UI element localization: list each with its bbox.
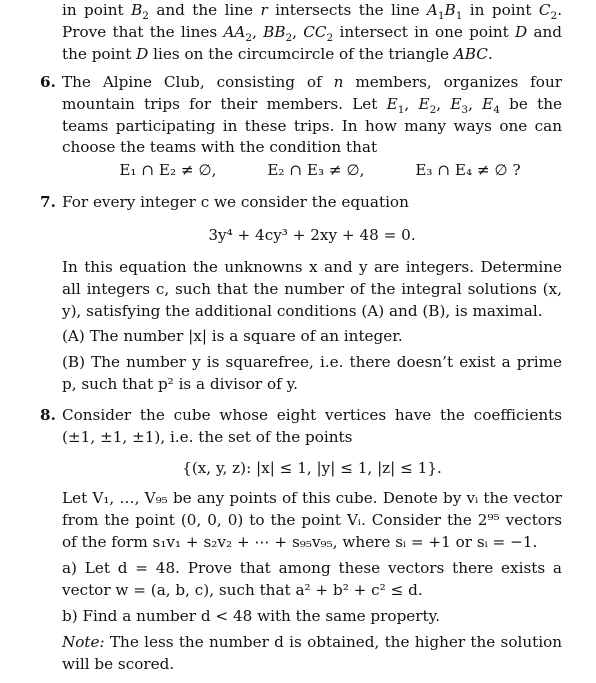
problem-8-paragraph: Let V₁, …, V₉₅ be any points of this cube. Denote by vᵢ the vector from the point (0, 0, 0) to the point Vᵢ. Consider the 2⁹⁵ vectors of the form s₁v₁ + s₂v₂ + ⋯ + s₉₅v₉₅, where sᵢ = +1 or sᵢ = −1. [62, 489, 562, 551]
problem-8-part-a: a) Let d = 48. Prove that among these vectors there exists a vector w = (a, b, c), such that a² + b² + c² ≤ d. [62, 559, 562, 599]
problem-7-condition-a: (A) The number |x| is a square of an integer. [62, 327, 403, 345]
problem-8-point-set: {(x, y, z): |x| ≤ 1, |y| ≤ 1, |z| ≤ 1}. [182, 459, 442, 477]
problem-7-intro: For every integer c we consider the equation [62, 193, 409, 211]
note-text: The less the number d is obtained, the higher the solution will be scored. [62, 633, 562, 673]
problem-8-number: 8. [40, 406, 56, 424]
problem-7-equation: 3y⁴ + 4cy³ + 2xy + 48 = 0. [208, 226, 416, 244]
problem-8-part-b: b) Find a number d < 48 with the same property. [62, 607, 441, 625]
problem-8-note [62, 632, 562, 676]
problem-6-text: The Alpine Club, consisting of n members, organizes four mountain trips for their members. Let $E_1$, $E_2$, $E_3$, $E_4$ be the teams participating in these trips. In how many ways one can choose the teams with the condition that [62, 73, 562, 157]
condition-3: E₃ ∩ E₄ ≠ ∅ ? [415, 161, 521, 179]
condition-1: E₁ ∩ E₂ ≠ ∅, [119, 161, 217, 179]
problem-8-intro: Consider the cube whose eight vertices have the coefficients (±1, ±1, ±1), i.e. the set of the points [62, 406, 562, 446]
note-label: Note: [62, 633, 105, 651]
condition-2: E₂ ∩ E₃ ≠ ∅, [267, 161, 365, 179]
problem-6-number: 6. [40, 73, 56, 91]
problem-7-condition-b: (B) The number y is squarefree, i.e. there doesn’t exist a prime p, such that p² is a divisor of y. [62, 353, 562, 393]
problem-7-number: 7. [40, 193, 56, 211]
problem-6-display-condition [70, 160, 570, 182]
fragment-paragraph: in point $B_2$ and the line r intersects the line $A_1B_1$ in point $C_2$. Prove that the lines $AA_2$, $BB_2$, $CC_2$ intersect in one point D and the point D lies on the circumcircle of the triangle ABC. [62, 1, 563, 63]
problem-7-paragraph: In this equation the unknowns x and y are integers. Determine all integers c, such that the number of the integral solutions (x, y), satisfying the additional conditions (A) and (B), is maximal. [62, 258, 562, 320]
